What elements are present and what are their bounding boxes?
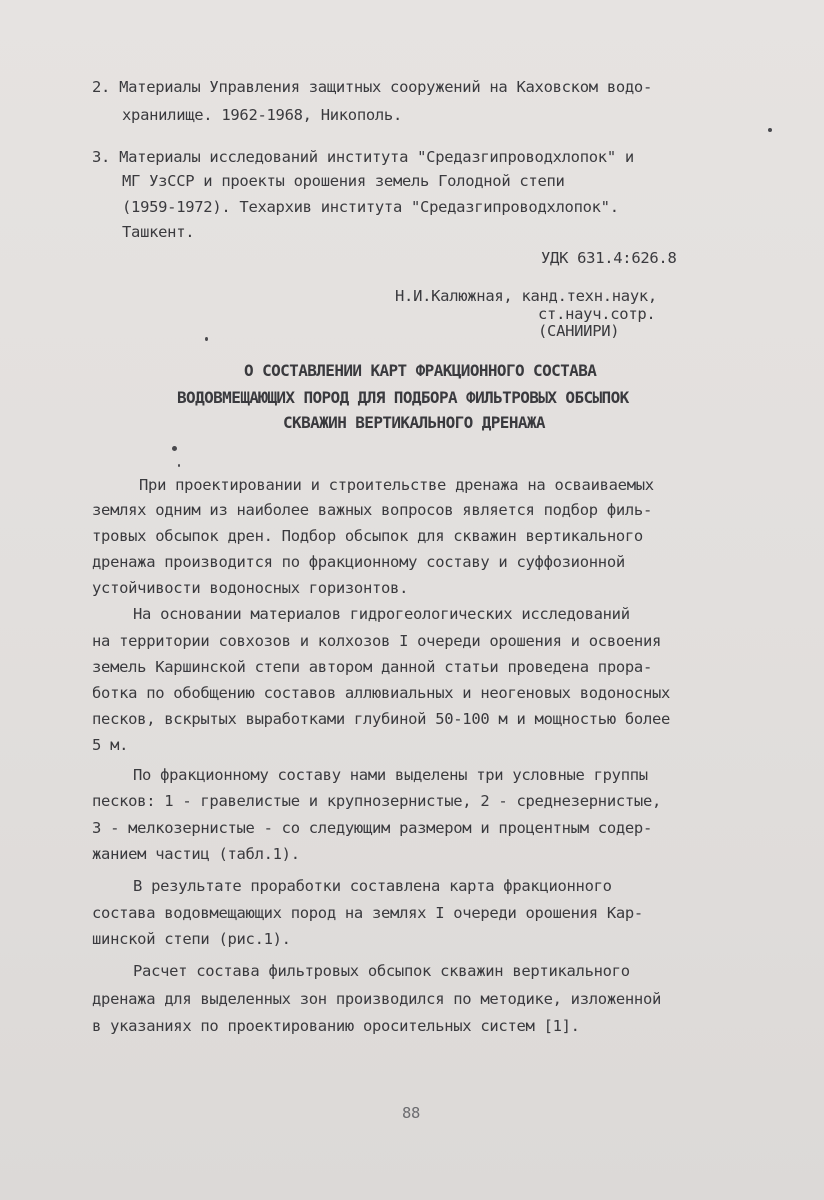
reference-2-line-2: хранилище. 1962-1968, Никополь. — [122, 106, 402, 124]
reference-3-line-3: (1959-1972). Техархив института "Средазгипроводхлопок". — [122, 198, 619, 216]
page-number: 88 — [402, 1104, 421, 1122]
reference-3-line-1: 3. Материалы исследований института "Средазгипроводхлопок" и — [92, 148, 634, 166]
body-p3-line-2: песков: 1 - гравелистые и крупнозернистые, 2 - среднезернистые, — [92, 792, 662, 810]
body-p1-line-4: дренажа производится по фракционному составу и суффозионной — [92, 553, 625, 571]
body-p3-line-3: 3 - мелкозернистые - со следующим размером и процентным содер- — [92, 819, 652, 837]
article-title-line-1: О СОСТАВЛЕНИИ КАРТ ФРАКЦИОННОГО СОСТАВА — [244, 361, 597, 380]
body-p5-line-1: Расчет состава фильтровых обсыпок скважин вертикального — [133, 962, 630, 980]
body-p1-line-3: тровых обсыпок дрен. Подбор обсыпок для скважин вертикального — [92, 527, 643, 545]
udk-code: УДК 631.4:626.8 — [541, 249, 677, 267]
author-line-2: ст.науч.сотр. — [538, 305, 656, 323]
body-p1-line-1: При проектировании и строительстве дренажа на осваиваемых — [139, 476, 654, 494]
body-p1-line-5: устойчивости водоносных горизонтов. — [92, 579, 409, 597]
ink-speck — [178, 464, 180, 467]
reference-3-line-2: МГ УзССР и проекты орошения земель Голодной степи — [122, 172, 565, 190]
body-p3-line-1: По фракционному составу нами выделены три условные группы — [133, 766, 648, 784]
body-p2-line-4: ботка по обобщению составов аллювиальных и неогеновых водоносных — [92, 684, 671, 702]
body-p2-line-6: 5 м. — [92, 736, 129, 754]
body-p2-line-5: песков, вскрытых выработками глубиной 50-100 м и мощностью более — [92, 710, 671, 728]
article-title-line-3: СКВАЖИН ВЕРТИКАЛЬНОГО ДРЕНАЖА — [283, 413, 545, 432]
body-p4-line-3: шинской степи (рис.1). — [92, 930, 291, 948]
ink-speck — [205, 337, 208, 341]
ink-speck — [768, 128, 772, 132]
body-p5-line-3: в указаниях по проектированию оросительных систем [1]. — [92, 1017, 580, 1035]
reference-2-line-1: 2. Материалы Управления защитных сооружений на Каховском водо- — [92, 78, 652, 96]
body-p2-line-1: На основании материалов гидрогеологических исследований — [133, 605, 630, 623]
body-p5-line-2: дренажа для выделенных зон производился по методике, изложенной — [92, 990, 662, 1008]
author-line-1: Н.И.Калюжная, канд.техн.наук, — [395, 287, 657, 305]
body-p1-line-2: землях одним из наиболее важных вопросов является подбор филь- — [92, 501, 652, 519]
body-p3-line-4: жанием частиц (табл.1). — [92, 845, 300, 863]
ink-speck — [172, 446, 177, 451]
reference-3-line-4: Ташкент. — [122, 223, 195, 241]
article-title-line-2: ВОДОВМЕЩАЮЩИХ ПОРОД ДЛЯ ПОДБОРА ФИЛЬТРОВЫХ ОБСЫПОК — [177, 388, 629, 407]
body-p4-line-1: В результате проработки составлена карта фракционного — [133, 877, 612, 895]
body-p2-line-2: на территории совхозов и колхозов I очереди орошения и освоения — [92, 632, 662, 650]
body-p2-line-3: земель Каршинской степи автором данной статьи проведена прора- — [92, 658, 652, 676]
body-p4-line-2: состава водовмещающих пород на землях I очереди орошения Кар- — [92, 904, 643, 922]
author-line-3: (САНИИРИ) — [538, 322, 620, 340]
